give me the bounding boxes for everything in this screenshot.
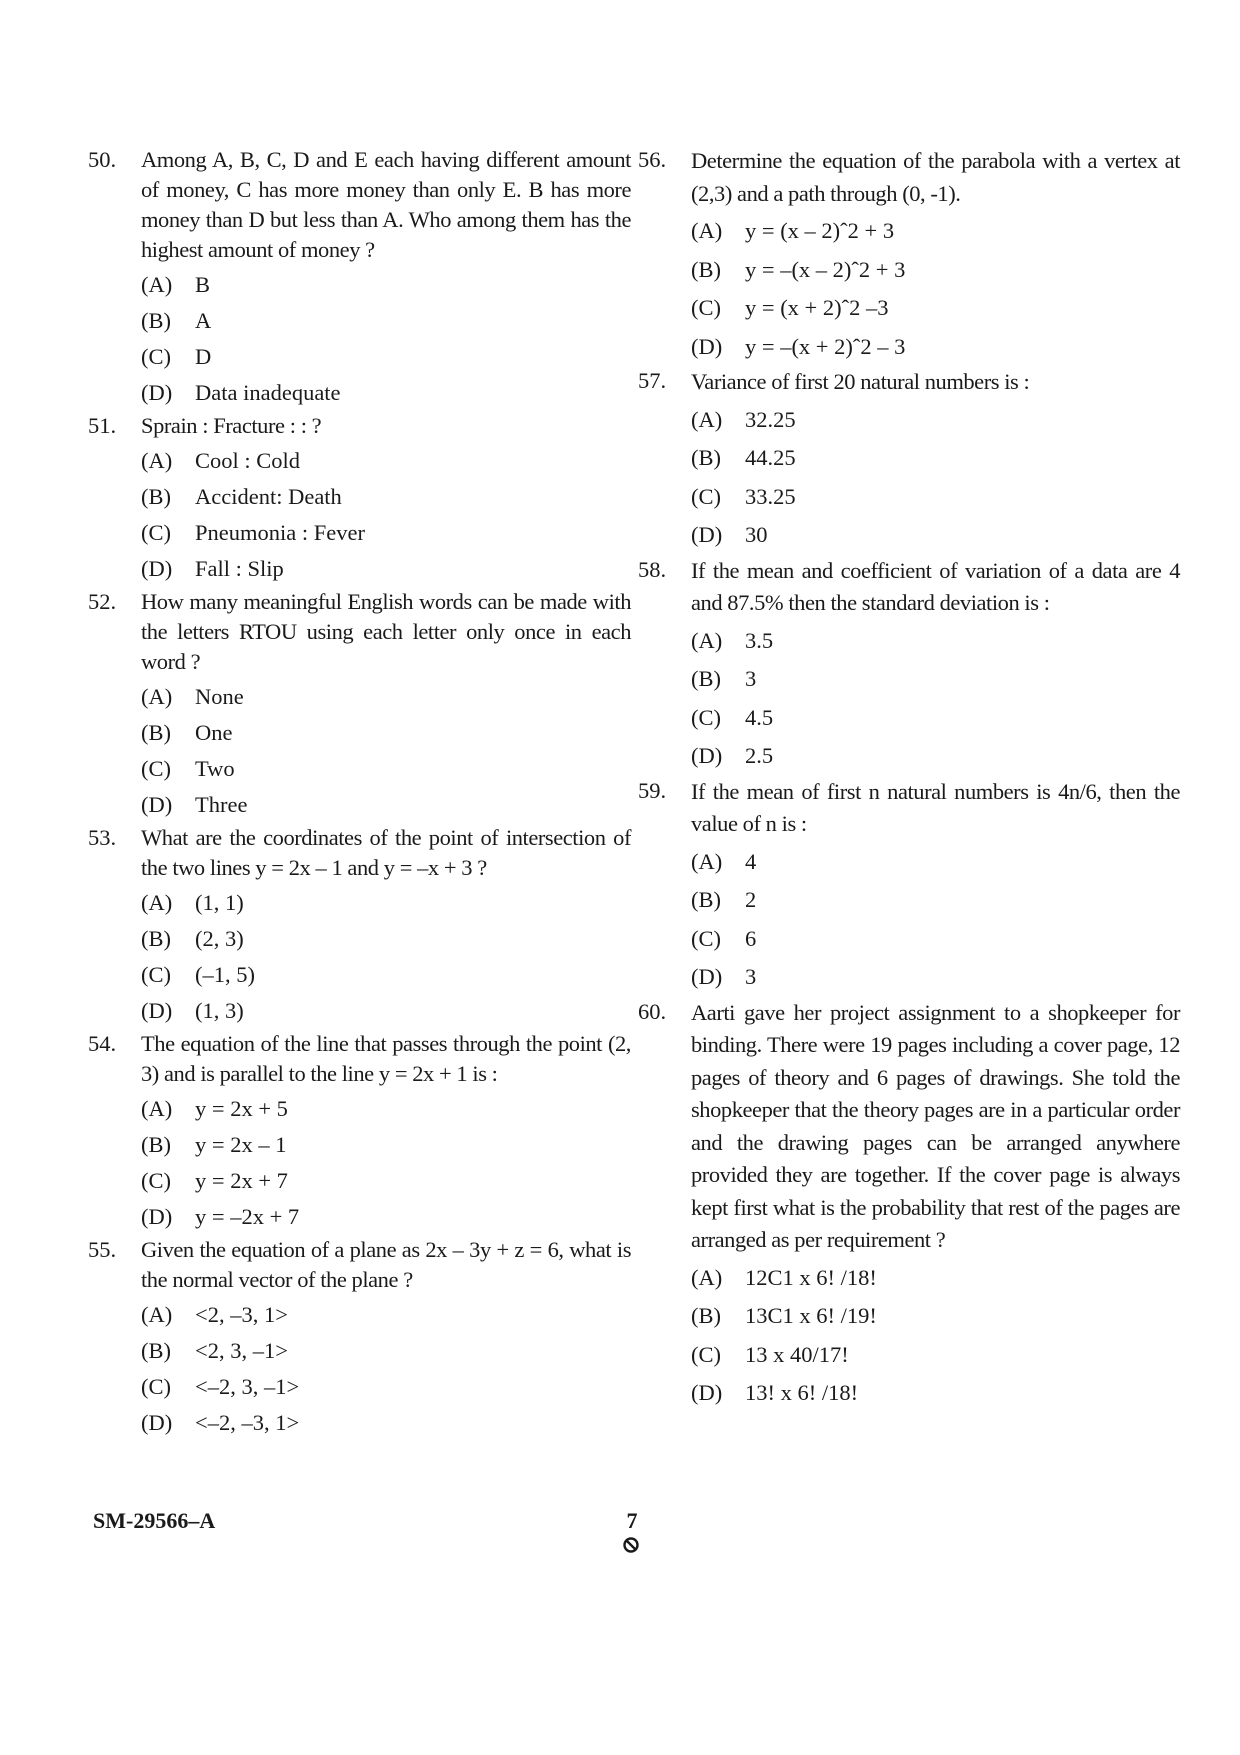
option-list: [691, 1259, 1180, 1413]
option-text: Two: [195, 756, 235, 781]
option-d: [691, 516, 1180, 555]
question-59: [638, 776, 1180, 997]
question-58: [638, 555, 1180, 776]
option-label: (A): [141, 684, 173, 709]
option-text: y = (x + 2)ˆ2 –3: [745, 295, 889, 320]
option-label: (A): [141, 272, 173, 297]
option-b: [141, 1333, 631, 1369]
option-list: [141, 1091, 631, 1235]
question-number: 54.: [88, 1031, 117, 1056]
option-label: (B): [141, 1132, 171, 1157]
option-text: 33.25: [745, 483, 796, 509]
option-text: 2.5: [745, 743, 774, 768]
option-a: [691, 843, 1180, 882]
option-a: [141, 1297, 631, 1333]
option-text: y = 2x + 7: [195, 1168, 288, 1193]
question-55: [88, 1235, 631, 1441]
option-text: <2, –3, 1>: [195, 1302, 288, 1327]
option-b: [691, 881, 1180, 920]
option-d: [141, 551, 631, 587]
option-text: 12C1 x 6! /18!: [745, 1264, 877, 1290]
option-text: y = 2x – 1: [195, 1132, 287, 1157]
option-label: (D): [141, 556, 173, 581]
option-label: (A): [691, 627, 723, 653]
left-column: [88, 145, 631, 1441]
option-d: [141, 993, 631, 1029]
option-label: (C): [691, 1341, 721, 1367]
option-c: [691, 289, 1180, 328]
option-text: 44.25: [745, 445, 796, 470]
option-text: Pneumonia : Fever: [195, 520, 365, 545]
option-text: y = 2x + 5: [195, 1096, 288, 1121]
option-text: y = –2x + 7: [195, 1204, 300, 1229]
option-text: <–2, –3, 1>: [195, 1410, 300, 1435]
question-number: 52.: [88, 589, 117, 614]
option-c: [141, 515, 631, 551]
option-list: [141, 267, 631, 411]
option-label: (B): [691, 256, 721, 282]
option-text: y = –(x + 2)ˆ2 – 3: [745, 333, 906, 359]
option-text: 3.5: [745, 627, 774, 653]
option-a: [691, 401, 1180, 440]
option-c: [141, 339, 631, 375]
option-text: 13 x 40/17!: [745, 1341, 849, 1367]
option-text: One: [195, 720, 233, 745]
question-text: The equation of the line that passes through the point (2, 3) and is parallel to the line y = 2x + 1 is :: [141, 1031, 631, 1086]
option-text: None: [195, 684, 244, 709]
option-c: [141, 751, 631, 787]
option-list: [691, 622, 1180, 776]
question-text: Determine the equation of the parabola with a vertex at (2,3) and a path through (0, -1).: [691, 148, 1180, 206]
question-text: What are the coordinates of the point of intersection of the two lines y = 2x – 1 and y = –x + 3 ?: [141, 825, 631, 880]
option-label: (B): [141, 1338, 171, 1363]
option-text: 2: [745, 887, 757, 912]
page-number: 7: [626, 1508, 638, 1533]
option-b: [141, 921, 631, 957]
option-text: (2, 3): [195, 926, 244, 951]
option-list: [141, 679, 631, 823]
option-c: [141, 1369, 631, 1405]
option-label: (C): [141, 1374, 171, 1399]
option-text: 13C1 x 6! /19!: [745, 1303, 877, 1328]
option-text: Three: [195, 792, 248, 817]
option-label: (D): [141, 380, 173, 405]
option-a: [691, 1259, 1180, 1298]
option-a: [691, 622, 1180, 661]
option-b: [691, 1297, 1180, 1336]
circle-slash-icon: [622, 1536, 640, 1554]
option-d: [691, 1374, 1180, 1413]
option-text: (1, 3): [195, 998, 244, 1023]
option-text: y = –(x – 2)ˆ2 + 3: [745, 256, 906, 282]
booklet-code: SM-29566–A: [93, 1508, 216, 1533]
option-c: [691, 699, 1180, 738]
option-text: 4: [745, 848, 757, 874]
option-label: (A): [691, 406, 723, 432]
option-b: [691, 439, 1180, 478]
option-list: [141, 443, 631, 587]
option-d: [691, 328, 1180, 367]
question-57: [638, 366, 1180, 555]
option-text: Cool : Cold: [195, 448, 301, 473]
option-a: [141, 443, 631, 479]
option-list: [141, 885, 631, 1029]
option-label: (D): [141, 998, 173, 1023]
option-label: (B): [141, 720, 171, 745]
option-label: (B): [141, 308, 171, 333]
option-label: (C): [141, 344, 171, 369]
question-text: How many meaningful English words can be made with the letters RTOU using each letter only once in each word ?: [141, 589, 631, 674]
option-a: [141, 1091, 631, 1127]
question-text: If the mean of first n natural numbers is 4n/6, then the value of n is :: [691, 778, 1180, 836]
option-list: [691, 401, 1180, 555]
option-label: (D): [691, 1380, 723, 1405]
option-label: (C): [691, 295, 721, 320]
option-b: [691, 660, 1180, 699]
option-b: [141, 715, 631, 751]
option-d: [141, 1405, 631, 1441]
option-c: [141, 1163, 631, 1199]
question-number: 50.: [88, 147, 117, 172]
question-60: [638, 997, 1180, 1413]
question-56: [638, 145, 1180, 366]
option-label: (C): [141, 756, 171, 781]
question-text: Variance of first 20 natural numbers is :: [691, 369, 1030, 394]
option-b: [141, 303, 631, 339]
option-label: (D): [691, 964, 723, 989]
option-label: (A): [141, 1096, 173, 1121]
option-label: (B): [691, 887, 721, 912]
question-text: Aarti gave her project assignment to a shopkeeper for binding. There were 19 pages including a cover page, 12 pages of theory and 6 pages of drawings. She told the shopkeeper that the theory pages are in a particular order and the drawing pages can be arranged anywhere provided they are together. If the cover page is always kept first what is the probability that rest of the pages are arranged as per requirement ?: [691, 999, 1180, 1252]
question-52: [88, 587, 631, 823]
option-text: (–1, 5): [195, 962, 255, 987]
option-c: [691, 920, 1180, 959]
option-text: y = (x – 2)ˆ2 + 3: [745, 218, 895, 243]
option-d: [141, 1199, 631, 1235]
option-label: (C): [141, 520, 171, 545]
question-number: 55.: [88, 1237, 117, 1262]
option-label: (D): [141, 1410, 173, 1435]
option-a: [691, 212, 1180, 251]
option-label: (C): [691, 483, 721, 509]
option-label: (A): [141, 448, 173, 473]
option-label: (A): [141, 890, 173, 915]
option-text: Fall : Slip: [195, 556, 284, 581]
option-d: [141, 375, 631, 411]
option-label: (C): [141, 962, 171, 987]
option-text: <2, 3, –1>: [195, 1338, 288, 1363]
question-number: 51.: [88, 413, 117, 438]
option-text: 4.5: [745, 704, 774, 730]
question-number: 58.: [638, 556, 667, 582]
question-50: [88, 145, 631, 411]
option-d: [691, 737, 1180, 776]
question-text: Among A, B, C, D and E each having different amount of money, C has more money than only E. B has more money than D but less than A. Who among them has the highest amount of money ?: [141, 147, 631, 262]
option-d: [691, 958, 1180, 997]
question-51: [88, 411, 631, 587]
option-label: (A): [691, 218, 723, 243]
option-list: [691, 843, 1180, 997]
option-text: B: [195, 272, 211, 297]
option-b: [141, 479, 631, 515]
option-a: [141, 679, 631, 715]
right-column: [638, 145, 1180, 1413]
option-label: (B): [691, 1303, 721, 1328]
option-label: (A): [691, 848, 723, 874]
option-label: (D): [691, 522, 723, 547]
option-label: (D): [691, 333, 723, 359]
question-number: 60.: [638, 998, 667, 1024]
option-label: (B): [691, 666, 721, 691]
question-number: 53.: [88, 825, 117, 850]
option-text: 32.25: [745, 406, 796, 432]
option-a: [141, 885, 631, 921]
question-53: [88, 823, 631, 1029]
option-label: (C): [691, 704, 721, 730]
option-label: (A): [141, 1302, 173, 1327]
question-number: 56.: [638, 147, 667, 172]
option-list: [691, 212, 1180, 366]
option-b: [691, 251, 1180, 290]
question-text: Sprain : Fracture : : ?: [141, 413, 322, 438]
option-label: (D): [141, 792, 173, 817]
question-54: [88, 1029, 631, 1235]
option-text: (1, 1): [195, 890, 244, 915]
option-label: (D): [691, 743, 723, 768]
option-text: Accident: Death: [195, 484, 342, 509]
option-list: [141, 1297, 631, 1441]
option-label: (A): [691, 1264, 723, 1290]
option-text: 3: [745, 666, 757, 691]
question-text: If the mean and coefficient of variation of a data are 4 and 87.5% then the standard deviation is :: [691, 557, 1180, 615]
question-text: Given the equation of a plane as 2x – 3y + z = 6, what is the normal vector of the plane ?: [141, 1237, 631, 1292]
option-label: (B): [691, 445, 721, 470]
option-text: 30: [745, 522, 768, 547]
option-a: [141, 267, 631, 303]
question-number: 57.: [638, 368, 667, 393]
option-text: 6: [745, 925, 757, 951]
option-text: Data inadequate: [195, 380, 341, 405]
option-c: [141, 957, 631, 993]
option-b: [141, 1127, 631, 1163]
option-c: [691, 478, 1180, 517]
option-c: [691, 1336, 1180, 1375]
option-label: (C): [141, 1168, 171, 1193]
option-text: <–2, 3, –1>: [195, 1374, 300, 1399]
option-text: 13! x 6! /18!: [745, 1380, 859, 1405]
option-text: D: [195, 344, 212, 369]
option-label: (D): [141, 1204, 173, 1229]
option-label: (B): [141, 484, 171, 509]
option-label: (C): [691, 925, 721, 951]
option-d: [141, 787, 631, 823]
question-number: 59.: [638, 777, 667, 803]
option-text: 3: [745, 964, 757, 989]
option-text: A: [195, 308, 212, 333]
option-label: (B): [141, 926, 171, 951]
